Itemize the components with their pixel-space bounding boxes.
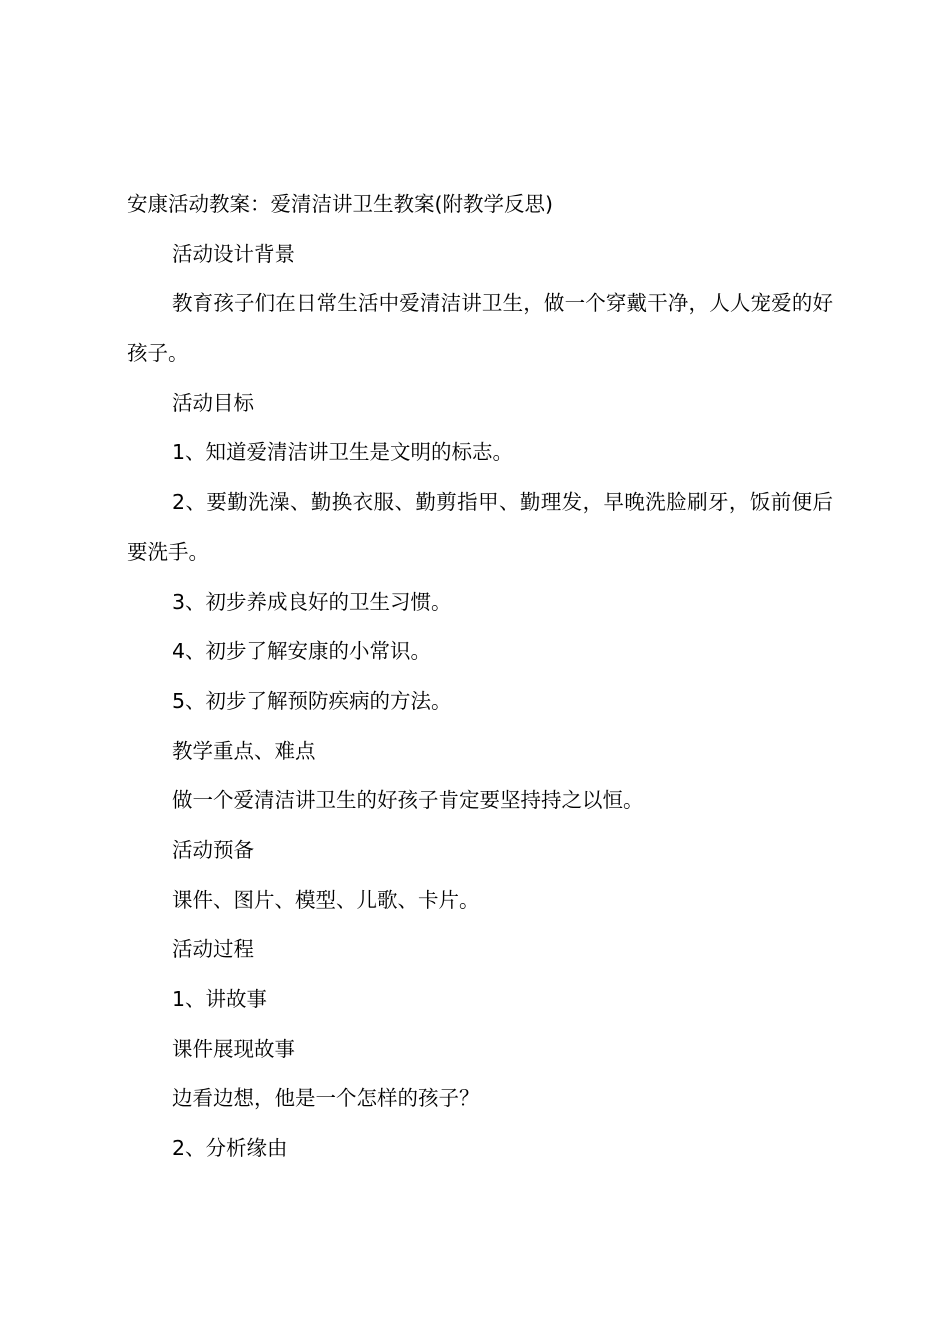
paragraph-background: 教育孩子们在日常生活中爱清洁讲卫生，做一个穿戴干净，人人宠爱的好孩子。 [127, 291, 833, 366]
process-step-1: 1、讲故事 [172, 987, 268, 1012]
heading-background: 活动设计背景 [172, 241, 295, 266]
process-step-1-detail-b: 边看边想，他是一个怎样的孩子？ [172, 1086, 480, 1111]
document-body [127, 180, 833, 1174]
process-step-1-detail-a: 课件展现故事 [172, 1036, 295, 1061]
goal-item-3: 3、初步养成良好的卫生习惯。 [172, 589, 452, 614]
goal-item-4: 4、初步了解安康的小常识。 [172, 639, 432, 664]
heading-goals: 活动目标 [172, 390, 254, 415]
heading-key-points: 教学重点、难点 [172, 738, 316, 763]
goal-item-2: 2、要勤洗澡、勤换衣服、勤剪指甲、勤理发，早晚洗脸刷牙，饭前便后要洗手。 [127, 490, 833, 564]
goal-item-5: 5、初步了解预防疾病的方法。 [172, 688, 452, 713]
paragraph-key-points: 做一个爱清洁讲卫生的好孩子肯定要坚持持之以恒。 [172, 788, 644, 813]
goal-item-1: 1、知道爱清洁讲卫生是文明的标志。 [172, 440, 514, 465]
heading-process: 活动过程 [172, 937, 254, 962]
document-title: 安康活动教案：爱清洁讲卫生教案(附教学反思) [127, 192, 553, 216]
paragraph-preparation: 课件、图片、模型、儿歌、卡片。 [172, 887, 480, 912]
process-step-2: 2、分析缘由 [172, 1136, 288, 1161]
heading-preparation: 活动预备 [172, 838, 254, 862]
